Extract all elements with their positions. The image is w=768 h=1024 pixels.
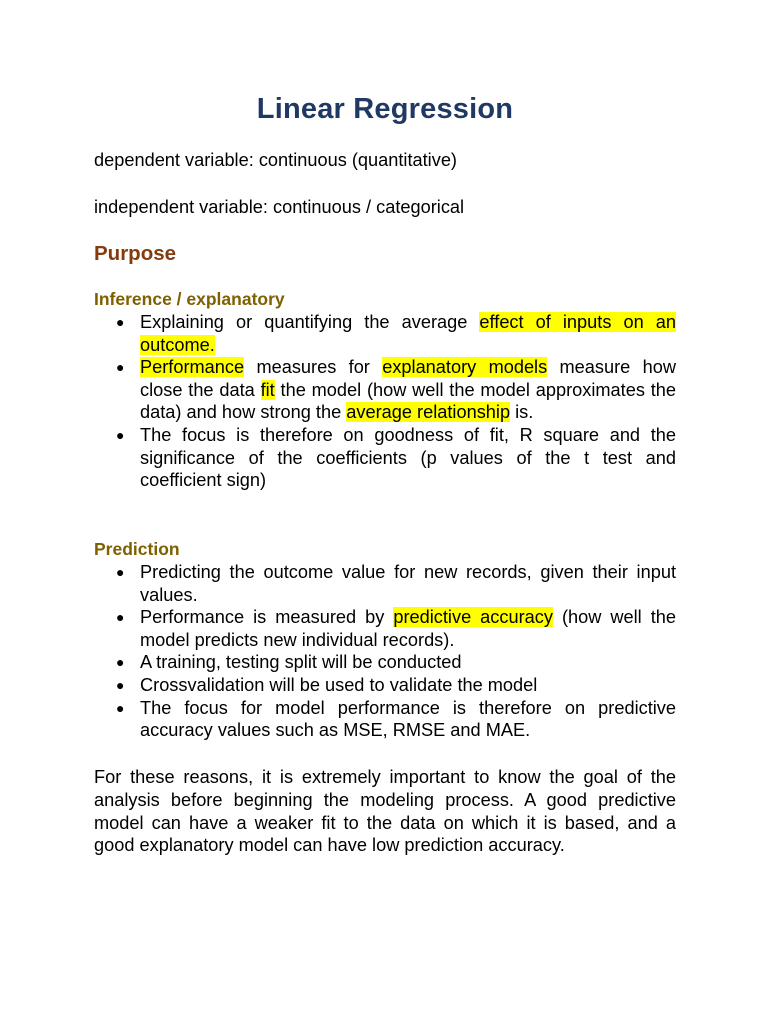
bullet-icon: ● [116,426,125,443]
bullet-icon: ● [116,314,125,330]
bullet-icon: ● [116,699,125,716]
list-item [94,651,676,674]
prediction-list [94,561,676,742]
bullet-text: (how well the model predicts new individual records). [140,607,676,650]
bullet-icon: ● [116,609,125,626]
bullet-icon: ● [116,676,125,693]
bullet-text: measures for [244,357,383,378]
dependent-variable-text: dependent variable: continuous (quantitative) [94,150,457,170]
highlighted-text: average relationship [346,402,511,423]
bullet-text: Crossvalidation will be used to validate the model [140,674,538,695]
independent-variable-text: independent variable: continuous / categorical [94,197,465,217]
bullet-text: A training, testing split will be conducted [140,652,462,673]
list-item [94,561,676,606]
bullet-icon: ● [116,359,125,376]
list-item [94,697,676,742]
list-item [94,424,676,492]
highlighted-text: Performance [140,357,245,378]
bullet-text: Performance is measured by [140,607,394,628]
inference-heading: Inference / explanatory [94,289,285,309]
bullet-text: measure how close the data [140,357,676,400]
list-item [94,311,676,356]
highlighted-text: predictive accuracy [393,607,553,628]
bullet-text: The focus is therefore on goodness of fit, R square and the significance of the coefficients (p values of the t test and coefficient sign) [140,424,676,491]
purpose-heading: Purpose [94,242,177,265]
bullet-text: The focus for model performance is therefore on predictive accuracy values such as MSE, RMSE and MAE. [140,697,676,741]
inference-list [94,311,676,492]
list-item [94,606,676,651]
list-item [94,356,676,424]
bullet-text: is. [510,402,534,423]
highlighted-text: effect of inputs on an outcome. [140,312,677,355]
bullet-icon: ● [116,564,125,580]
bullet-text: the model (how well the model approximates the data) and how strong the [140,379,676,423]
list-item [94,674,676,697]
prediction-heading: Prediction [94,539,180,559]
highlighted-text: fit [260,379,275,400]
bullet-icon: ● [116,654,125,671]
bullet-text: Predicting the outcome value for new records, given their input values. [140,562,676,605]
conclusion-paragraph: For these reasons, it is extremely important to know the goal of the analysis before beginning the modeling process. A good predictive model can have a weaker fit to the data on which it is based, and a good explanatory model can have low prediction accuracy. [94,767,676,856]
page-title: Linear Regression [256,93,514,125]
bullet-text: Explaining or quantifying the average [140,312,480,332]
highlighted-text: explanatory models [382,357,548,378]
